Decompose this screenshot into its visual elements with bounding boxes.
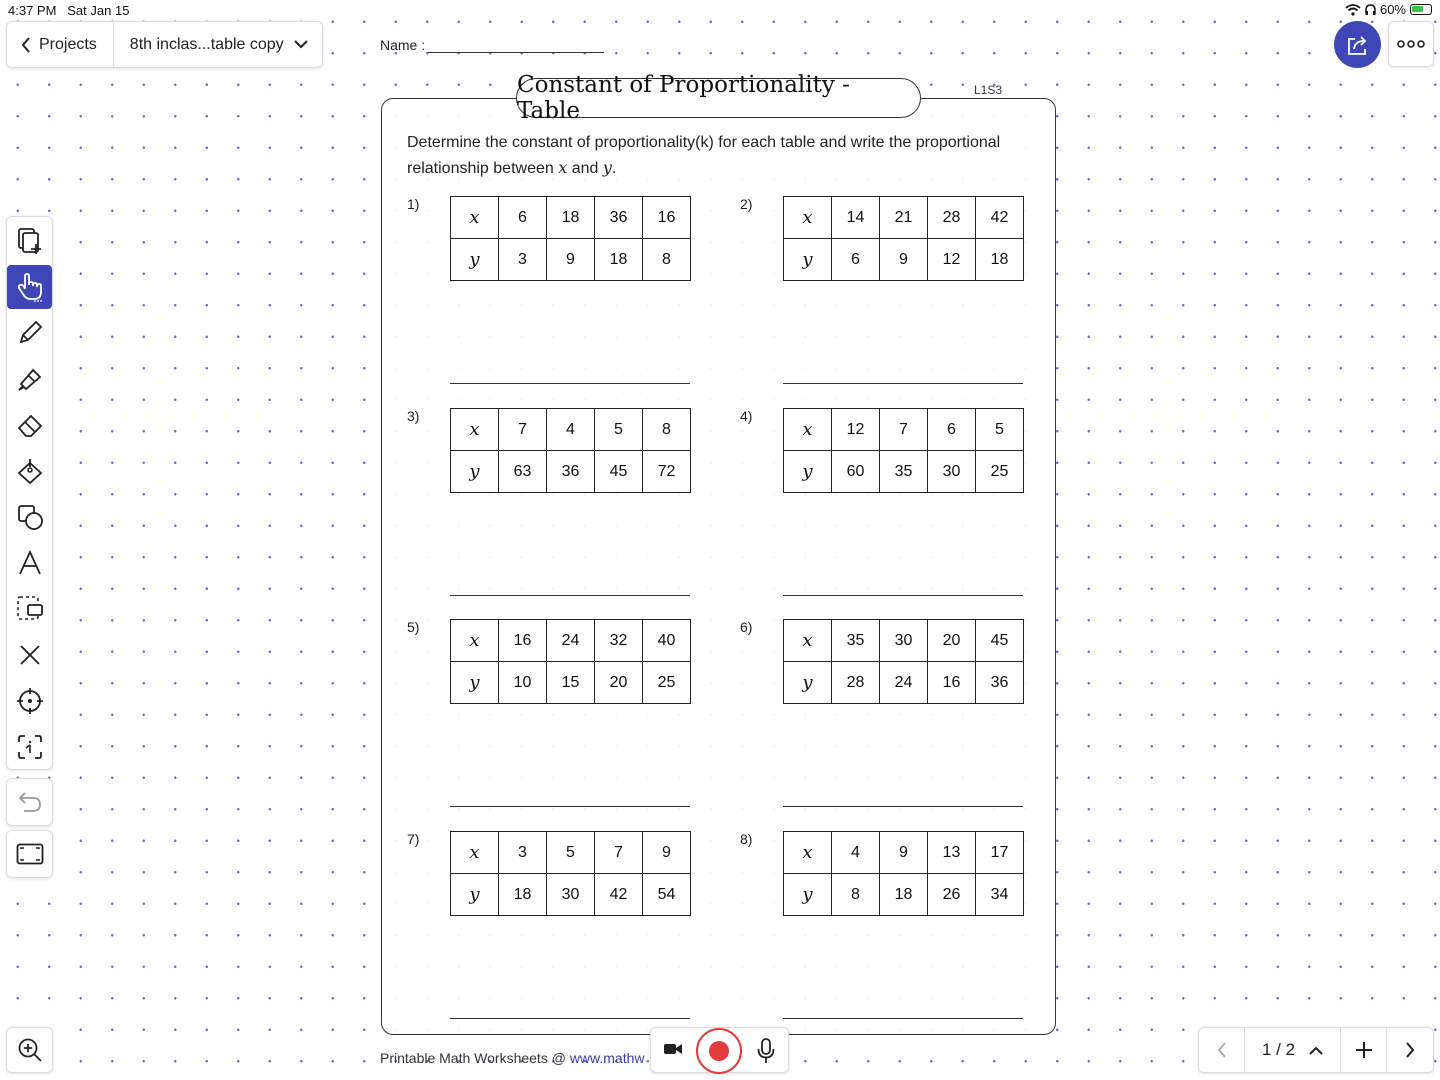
x-value-cell: 13 xyxy=(928,832,976,874)
chevron-down-icon xyxy=(294,40,308,49)
proportion-table xyxy=(450,408,691,493)
y-value-cell: 12 xyxy=(928,239,976,281)
answer-line[interactable] xyxy=(783,1018,1023,1019)
table-row-x xyxy=(451,409,691,451)
proportion-table xyxy=(450,196,691,281)
x-value-cell: 5 xyxy=(976,409,1024,451)
x-value-cell: 21 xyxy=(880,197,928,239)
table-row-y xyxy=(451,662,691,704)
y-value-cell: 36 xyxy=(976,662,1024,704)
y-value-cell: 25 xyxy=(976,451,1024,493)
recording-controls xyxy=(650,1027,789,1073)
y-value-cell: 63 xyxy=(499,451,547,493)
table-row-y xyxy=(451,874,691,916)
problem-number: 6) xyxy=(740,619,753,635)
x-label-cell: x xyxy=(451,409,499,451)
x-value-cell: 36 xyxy=(595,197,643,239)
x-value-cell: 5 xyxy=(547,832,595,874)
laser-tool[interactable] xyxy=(7,679,52,723)
answer-line[interactable] xyxy=(783,383,1023,384)
y-value-cell: 25 xyxy=(643,662,691,704)
pen-tool[interactable] xyxy=(7,311,52,355)
share-icon xyxy=(1345,33,1371,57)
y-value-cell: 18 xyxy=(880,874,928,916)
problem-number: 7) xyxy=(407,831,420,847)
x-value-cell: 9 xyxy=(880,832,928,874)
shapes-tool[interactable] xyxy=(7,495,52,539)
y-value-cell: 36 xyxy=(547,451,595,493)
battery-percent: 60% xyxy=(1379,2,1406,17)
x-value-cell: 9 xyxy=(643,832,691,874)
x-value-cell: 5 xyxy=(595,409,643,451)
x-value-cell: 17 xyxy=(976,832,1024,874)
x-value-cell: 7 xyxy=(499,409,547,451)
x-label-cell: x xyxy=(451,197,499,239)
y-label-cell: y xyxy=(784,451,832,493)
proportion-table xyxy=(450,831,691,916)
x-value-cell: 45 xyxy=(976,620,1024,662)
fill-icon xyxy=(16,457,44,485)
highlighter-tool[interactable] xyxy=(7,357,52,401)
document-title: 8th inclas...table copy xyxy=(129,35,284,53)
image-tool[interactable] xyxy=(7,725,52,769)
y-value-cell: 9 xyxy=(547,239,595,281)
proportion-table xyxy=(783,619,1024,704)
x-value-cell: 14 xyxy=(832,197,880,239)
wifi-icon xyxy=(1345,4,1361,16)
x-label-cell: x xyxy=(784,197,832,239)
x-value-cell: 12 xyxy=(832,409,880,451)
y-value-cell: 34 xyxy=(976,874,1024,916)
answer-line[interactable] xyxy=(783,806,1023,807)
microphone-icon[interactable] xyxy=(757,1038,775,1064)
y-value-cell: 20 xyxy=(595,662,643,704)
eraser-tool[interactable] xyxy=(7,403,52,447)
y-label-cell: y xyxy=(784,874,832,916)
table-row-x xyxy=(451,620,691,662)
chevron-up-icon xyxy=(1309,1046,1323,1055)
zoom-button[interactable] xyxy=(6,1027,53,1073)
video-camera-icon[interactable] xyxy=(663,1042,683,1056)
x-label-cell: x xyxy=(784,620,832,662)
instructions: Determine the constant of proportionality(k) for each table and write the proportional relationship between x and y. xyxy=(407,134,1001,177)
answer-line[interactable] xyxy=(783,595,1023,596)
y-value-cell: 24 xyxy=(880,662,928,704)
y-value-cell: 16 xyxy=(928,662,976,704)
problem-number: 8) xyxy=(740,831,753,847)
undo-icon xyxy=(18,791,42,813)
table-row-x xyxy=(784,409,1024,451)
add-page-icon xyxy=(17,227,43,255)
y-value-cell: 28 xyxy=(832,662,880,704)
x-label-cell: x xyxy=(784,832,832,874)
page-count-button[interactable] xyxy=(1245,1028,1341,1072)
y-value-cell: 3 xyxy=(499,239,547,281)
table-row-x xyxy=(451,197,691,239)
x-value-cell: 8 xyxy=(643,409,691,451)
y-value-cell: 18 xyxy=(976,239,1024,281)
y-value-cell: 15 xyxy=(547,662,595,704)
y-value-cell: 26 xyxy=(928,874,976,916)
x-value-cell: 40 xyxy=(643,620,691,662)
x-value-cell: 16 xyxy=(499,620,547,662)
add-page-button[interactable] xyxy=(1341,1028,1387,1072)
x-value-cell: 20 xyxy=(928,620,976,662)
problem-number: 2) xyxy=(740,196,753,212)
footer-text: Printable Math Worksheets @ www.mathw xyxy=(380,1050,645,1066)
document-title-dropdown[interactable] xyxy=(114,22,322,67)
y-label-cell: y xyxy=(784,662,832,704)
answer-line[interactable] xyxy=(450,595,690,596)
name-line xyxy=(428,52,604,53)
name-label: Name : xyxy=(380,37,426,53)
highlighter-icon xyxy=(16,366,44,392)
y-label-cell: y xyxy=(784,239,832,281)
worksheet-code: L1S3 xyxy=(974,83,1003,97)
zoom-in-icon xyxy=(17,1037,43,1063)
headphones-icon xyxy=(1365,4,1376,16)
table-row-x xyxy=(451,832,691,874)
proportion-table xyxy=(783,831,1024,916)
share-button[interactable] xyxy=(1334,21,1381,68)
page-count: 1 / 2 xyxy=(1261,1040,1296,1059)
proportion-table xyxy=(450,619,691,704)
x-value-cell: 4 xyxy=(832,832,880,874)
more-options-button[interactable] xyxy=(1388,21,1434,67)
problem-number: 4) xyxy=(740,408,753,424)
back-to-projects-button[interactable] xyxy=(7,22,114,67)
table-row-x xyxy=(784,832,1024,874)
next-page-button[interactable] xyxy=(1387,1028,1433,1072)
y-value-cell: 35 xyxy=(880,451,928,493)
x-label-cell: x xyxy=(784,409,832,451)
more-icon xyxy=(1397,40,1425,48)
previous-page-button[interactable] xyxy=(1199,1028,1245,1072)
image-icon xyxy=(17,734,43,760)
eraser-icon xyxy=(16,413,44,437)
top-nav xyxy=(6,21,323,68)
proportion-table xyxy=(783,196,1024,281)
hand-icon xyxy=(16,272,44,302)
problem-number: 5) xyxy=(407,619,420,635)
record-dot-icon xyxy=(709,1041,729,1061)
fill-tool[interactable] xyxy=(7,449,52,493)
y-value-cell: 60 xyxy=(832,451,880,493)
table-row-y xyxy=(784,662,1024,704)
worksheet-title: Constant of Proportionality - Table xyxy=(516,78,921,118)
y-label-cell: y xyxy=(451,239,499,281)
table-row-x xyxy=(784,620,1024,662)
status-time: 4:37 PM Sat Jan 15 xyxy=(8,3,130,18)
x-label-cell: x xyxy=(451,832,499,874)
y-value-cell: 10 xyxy=(499,662,547,704)
close-icon xyxy=(19,644,41,666)
plus-icon xyxy=(1355,1041,1373,1059)
table-row-y xyxy=(784,874,1024,916)
x-label-cell: x xyxy=(451,620,499,662)
proportion-table xyxy=(783,408,1024,493)
footer-link[interactable]: www.mathw xyxy=(569,1050,645,1066)
y-value-cell: 9 xyxy=(880,239,928,281)
chevron-right-icon xyxy=(1405,1042,1415,1058)
y-label-cell: y xyxy=(451,874,499,916)
tool-palette xyxy=(6,216,53,770)
x-value-cell: 35 xyxy=(832,620,880,662)
y-value-cell: 6 xyxy=(832,239,880,281)
shapes-icon xyxy=(16,503,44,531)
x-value-cell: 16 xyxy=(643,197,691,239)
chevron-left-icon xyxy=(21,37,31,53)
record-button[interactable] xyxy=(696,1028,742,1074)
page-navigator xyxy=(1198,1027,1434,1073)
layout-toggle-button[interactable] xyxy=(6,830,53,878)
table-row-y xyxy=(784,239,1024,281)
y-value-cell: 42 xyxy=(595,874,643,916)
close-tool[interactable] xyxy=(7,633,52,677)
lasso-icon xyxy=(16,595,44,623)
hand-tool[interactable] xyxy=(7,265,52,309)
answer-line[interactable] xyxy=(450,1018,690,1019)
y-label-cell: y xyxy=(451,451,499,493)
x-value-cell: 7 xyxy=(880,409,928,451)
x-value-cell: 6 xyxy=(928,409,976,451)
table-row-y xyxy=(784,451,1024,493)
add-page-tool[interactable] xyxy=(7,219,52,263)
answer-line[interactable] xyxy=(450,806,690,807)
y-label-cell: y xyxy=(451,662,499,704)
pen-icon xyxy=(17,320,43,346)
y-value-cell: 72 xyxy=(643,451,691,493)
y-value-cell: 8 xyxy=(832,874,880,916)
x-value-cell: 18 xyxy=(547,197,595,239)
y-value-cell: 30 xyxy=(547,874,595,916)
undo-button[interactable] xyxy=(6,778,53,826)
table-row-x xyxy=(784,197,1024,239)
text-icon xyxy=(17,550,43,576)
text-tool[interactable] xyxy=(7,541,52,585)
back-label: Projects xyxy=(39,35,97,53)
answer-line[interactable] xyxy=(450,383,690,384)
chevron-left-icon xyxy=(1217,1042,1227,1058)
x-value-cell: 4 xyxy=(547,409,595,451)
x-value-cell: 42 xyxy=(976,197,1024,239)
x-value-cell: 32 xyxy=(595,620,643,662)
table-row-y xyxy=(451,239,691,281)
x-value-cell: 6 xyxy=(499,197,547,239)
laser-icon xyxy=(16,687,44,715)
problem-number: 3) xyxy=(407,408,420,424)
table-row-y xyxy=(451,451,691,493)
status-indicators xyxy=(1345,2,1432,17)
y-value-cell: 30 xyxy=(928,451,976,493)
y-value-cell: 8 xyxy=(643,239,691,281)
x-value-cell: 30 xyxy=(880,620,928,662)
problem-number: 1) xyxy=(407,196,420,212)
x-value-cell: 7 xyxy=(595,832,643,874)
battery-icon xyxy=(1410,4,1432,15)
y-value-cell: 45 xyxy=(595,451,643,493)
lasso-tool[interactable] xyxy=(7,587,52,631)
x-value-cell: 28 xyxy=(928,197,976,239)
y-value-cell: 18 xyxy=(499,874,547,916)
x-value-cell: 24 xyxy=(547,620,595,662)
y-value-cell: 18 xyxy=(595,239,643,281)
layout-icon xyxy=(16,843,44,865)
y-value-cell: 54 xyxy=(643,874,691,916)
x-value-cell: 3 xyxy=(499,832,547,874)
